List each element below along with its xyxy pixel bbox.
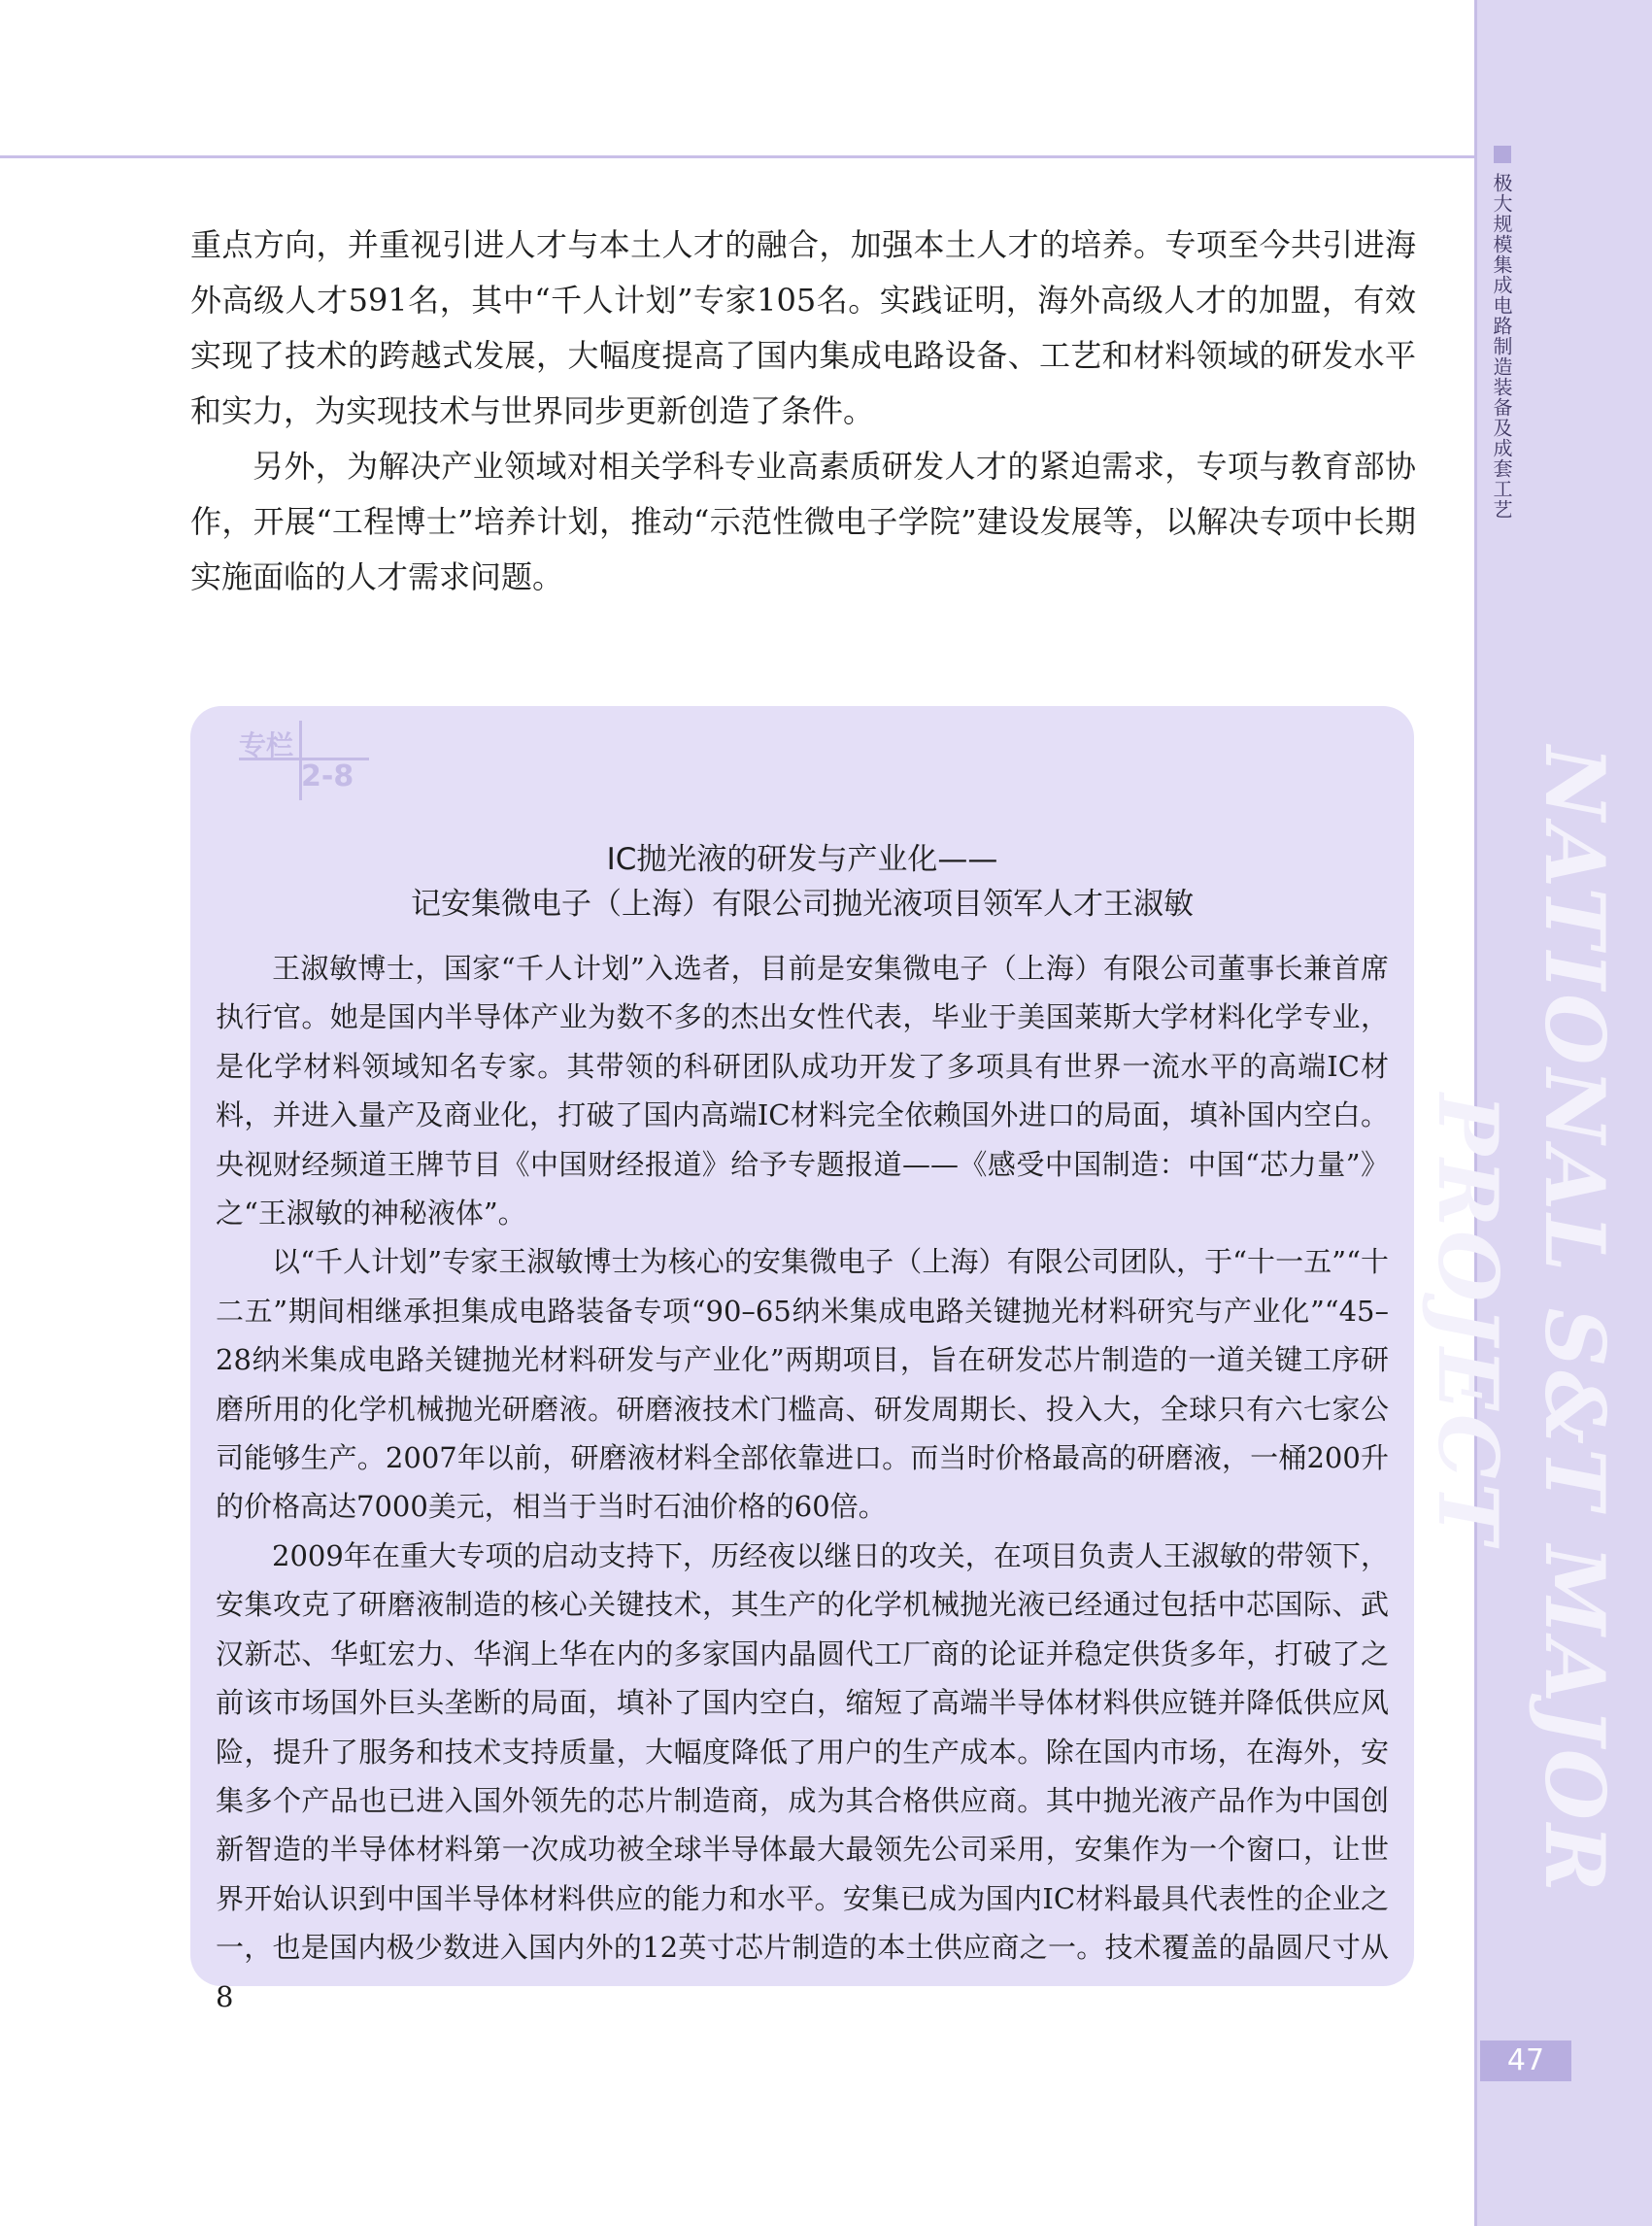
column-title-line-2: 记安集微电子（上海）有限公司抛光液项目领军人才王淑敏 [411, 887, 1194, 922]
side-square-icon [1494, 146, 1511, 163]
page-number: 47 [1480, 2040, 1571, 2081]
side-english-title: NATIONAL S&T MAJOR PROJECT [1420, 746, 1623, 1896]
column-title [190, 837, 1414, 927]
column-paragraph-3: 2009年在重大专项的启动支持下，历经夜以继日的攻关，在项目负责人王淑敏的带领下，安集攻克了研磨液制造的核心关键技术，其生产的化学机械抛光液已经通过包括中芯国际、武汉新芯、华虹宏力、华润上华在内的多家国内晶圆代工厂商的论证并稳定供货多年，打破了之前该市场国外巨头垄断的局面，填补了国内空白，缩短了高端半导体材料供应链并降低供应风险，提升了服务和技术支持质量，大幅度降低了用户的生产成本。除在国内市场，在海外，安集多个产品也已进入国外领先的芯片制造商，成为其合格供应商。其中抛光液产品作为中国创新智造的半导体材料第一次成功被全球半导体最大最领先公司采用，安集作为一个窗口，让世界开始认识到中国半导体材料供应的能力和水平。安集已成为国内IC材料最具代表性的企业之一，也是国内极少数进入国内外的12英寸芯片制造的本土供应商之一。技术覆盖的晶圆尺寸从8 [216, 1538, 1389, 2013]
header-rule [0, 155, 1474, 158]
badge-number: 2-8 [301, 759, 354, 793]
column-badge [239, 721, 375, 808]
column-body-text [216, 944, 1389, 2021]
column-paragraph-2: 以“千人计划”专家王淑敏博士为核心的安集微电子（上海）有限公司团队，于“十一五”“十二五”期间相继承担集成电路装备专项“90–65纳米集成电路关键抛光材料研究与产业化”“45–28纳米集成电路关键抛光材料研发与产业化”两期项目，旨在研发芯片制造的一道关键工序研磨所用的化学机械抛光研磨液。研磨液技术门槛高、研发周期长、投入大，全球只有六七家公司能够生产。2007年以前，研磨液材料全部依靠进口。而当时价格最高的研磨液，一桶200升的价格高达7000美元，相当于当时石油价格的60倍。 [216, 1245, 1389, 1524]
body-paragraph-2: 另外，为解决产业领域对相关学科专业高素质研发人才的紧迫需求，专项与教育部协作，开展“工程博士”培养计划，推动“示范性微电子学院”建设发展等，以解决专项中长期实施面临的人才需求问题。 [190, 448, 1416, 595]
badge-label: 专栏 [239, 729, 294, 761]
column-title-line-1: IC抛光液的研发与产业化—— [606, 842, 998, 877]
column-paragraph-1: 王淑敏博士，国家“千人计划”入选者，目前是安集微电子（上海）有限公司董事长兼首席执行官。她是国内半导体产业为数不多的杰出女性代表，毕业于美国莱斯大学材料化学专业，是化学材料领域知名专家。其带领的科研团队成功开发了多项具有世界一流水平的高端IC材料，并进入量产及商业化，打破了国内高端IC材料完全依赖国外进口的局面，填补国内空白。央视财经频道王牌节目《中国财经报道》给予专题报道——《感受中国制造：中国“芯力量”》之“王淑敏的神秘液体”。 [216, 952, 1389, 1231]
body-paragraph-1: 重点方向，并重视引进人才与本土人才的融合，加强本土人才的培养。专项至今共引进海外高级人才591名，其中“千人计划”专家105名。实践证明，海外高级人才的加盟，有效实现了技术的跨越式发展，大幅度提高了国内集成电路设备、工艺和材料领域的研发水平和实力，为实现技术与世界同步更新创造了条件。 [190, 226, 1416, 429]
main-body-text [190, 218, 1416, 605]
side-chapter-title: 极大规模集成电路制造装备及成套工艺 [1490, 173, 1513, 520]
